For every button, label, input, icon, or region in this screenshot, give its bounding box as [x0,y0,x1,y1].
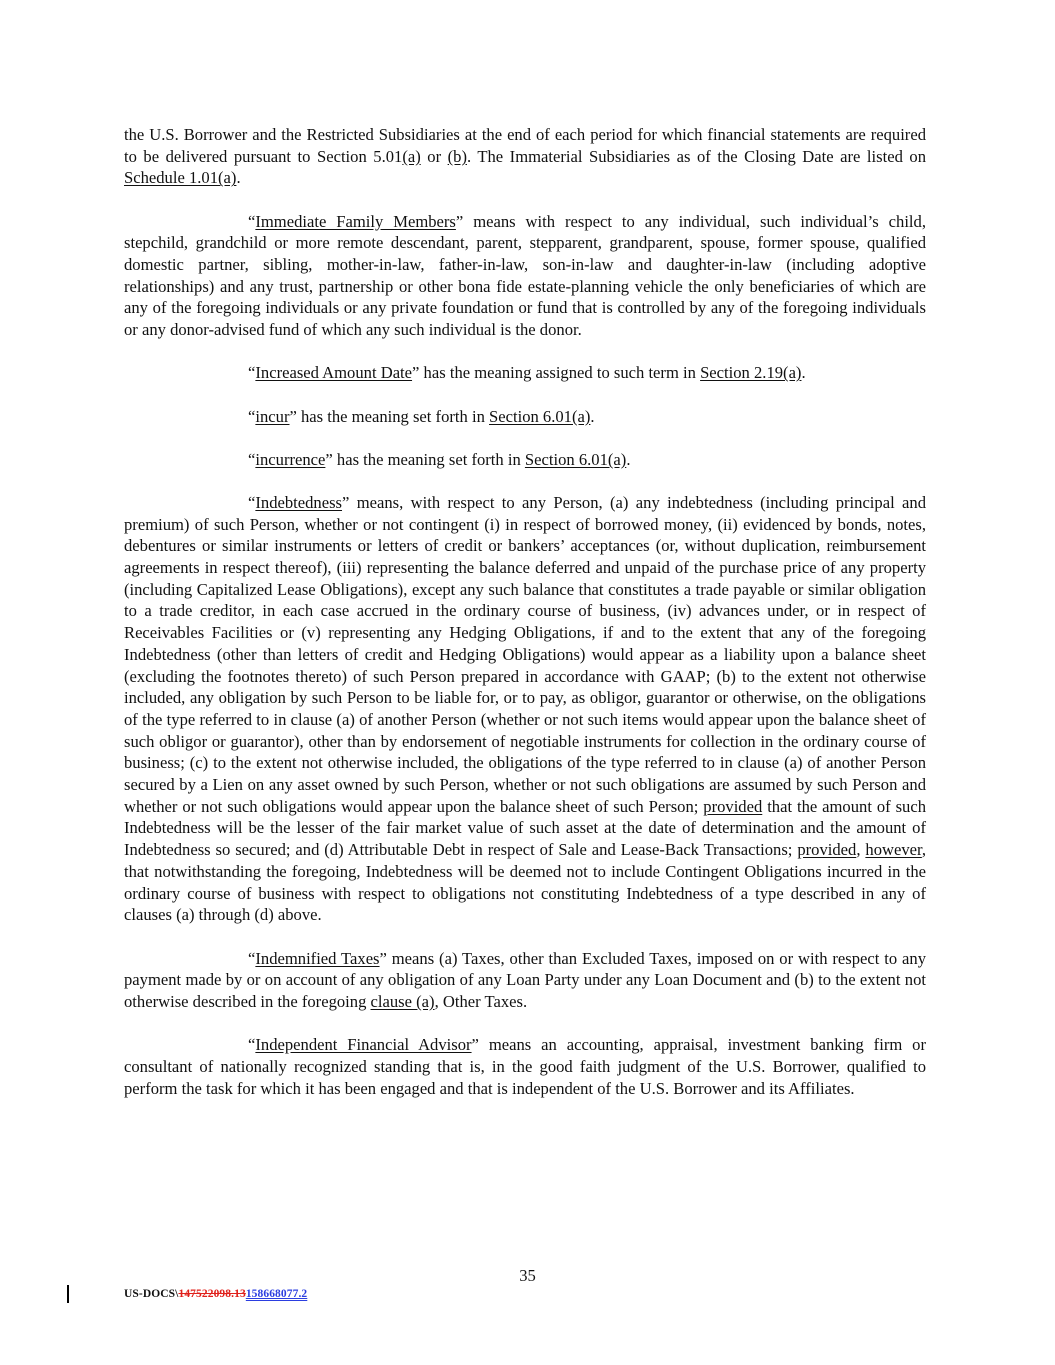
defined-term: Immediate Family Members [255,211,456,231]
text: . [236,168,241,188]
schedule-ref: Schedule 1.01(a) [124,168,237,188]
open-quote: “ [248,492,256,512]
section-ref-a: (a) [402,146,421,166]
however-term: however [865,840,922,860]
document-id-footer [124,1288,307,1300]
definition-text: ” has the meaning set forth in [289,406,490,426]
document-page [124,124,926,1121]
definition-text: ” means with respect to any individual, such individual’s child, stepchild, grandchild or more remote descendant, parent, stepparent, grandparent, spouse, former spouse, qualified domestic partner, sibling, mother-in-law, father-in-law, son-in-law and daughter-in-law (including adoptive relationships) and any trust, partnership or other bona fide estate-planning vehicle the only beneficiaries of which are any of the foregoing individuals or any private foundation or fund that is controlled by any of the foregoing individuals or any donor-advised fund of which any such individual is the donor. [124,211,926,340]
definition-immediate-family-members [124,211,926,341]
definition-incur [124,406,926,428]
provided-term: provided [703,796,763,816]
deleted-doc-number: 147522098.13 [178,1288,246,1300]
change-bar [67,1285,69,1303]
definition-increased-amount-date [124,362,926,384]
definition-indemnified-taxes [124,948,926,1013]
open-quote: “ [248,211,256,231]
definition-text: ” has the meaning set forth in [325,449,525,469]
defined-term: Increased Amount Date [255,363,413,383]
definition-text: ” means (a) Taxes, other than Excluded Taxes, imposed on or with respect to any payment made by or on account of any obligation of any Loan Party under any Loan Document and (b) to the extent not otherwise described in the foregoing [124,948,926,1011]
definition-incurrence [124,449,926,471]
open-quote: “ [248,1035,256,1055]
text: or [420,146,448,166]
definition-text: that the amount of such Indebtedness will be the lesser of the fair market value of such asset at the date of determination and the amount of Indebtedness so secured; and (d) Attributable Debt in respect of Sale and Lease-Back Transactions; [124,796,926,860]
defined-term: Indemnified Taxes [255,948,380,968]
definition-text: , that notwithstanding the foregoing, Indebtedness will be deemed not to include Contingent Obligations incurred in the ordinary course of business with respect to obligations not constituting Indebtedness of a type described in any of clauses (a) through (d) above. [124,840,927,925]
page-number: 35 [519,1266,536,1285]
section-ref: Section 6.01(a) [524,449,627,469]
text: . [590,406,595,426]
provided-term: provided [797,840,857,860]
defined-term: Indebtedness [255,492,343,512]
open-quote: “ [248,363,256,383]
definition-text: ” means, with respect to any Person, (a) any indebtedness (including principal and premium) of such Person, whether or not contingent (i) in respect of borrowed money, (ii) evidenced by bonds, notes, debentures or similar instruments or letters of credit or bankers’ acceptances (or, without duplication, reimbursement agreements in respect thereof), (iii) representing the balance deferred and unpaid of the purchase price of any property (including Capitalized Lease Obligations), except any such balance that constitutes a trade payable or similar obligation to a trade creditor, in each case accrued in the ordinary course of business, (iv) advances under, or in respect of Receivables Facilities or (v) representing any Hedging Obligations, if and to the extent that any of the foregoing Indebtedness (other than letters of credit and Hedging Obligations) would appear as a liability upon a balance sheet (excluding the footnotes thereto) of such Person prepared in accordance with GAAP; (b) to the extent not otherwise included, any obligation by such Person to be liable for, or to pay, as obligor, guarantor or otherwise, on the obligations of the type referred to in clause (a) of another Person (whether or not such items would appear upon the balance sheet of such obligor or guarantor), other than by endorsement of negotiable instruments for collection in the ordinary course of business; (c) to the extent not otherwise included, the obligations of the type referred to in clause (a) of another Person secured by a Lien on any asset owned by such Person, whether or not such obligations are assumed by such Person and whether or not such obligations would appear upon the balance sheet of such Person; [124,492,926,816]
inserted-doc-number: 158668077.2 [245,1288,308,1300]
clause-ref: clause (a) [370,991,435,1011]
paragraph-immaterial-subsidiaries [124,124,926,189]
definition-text: , Other Taxes. [434,991,528,1011]
text: the U.S. Borrower and the Restricted Subsidiaries at the end of each period for which financial statements are required to be delivered pursuant to Section 5.01 [124,125,926,166]
defined-term: incur [255,406,290,426]
definition-indebtedness [124,492,926,926]
text: . [626,449,631,469]
section-ref: Section 2.19(a) [700,363,802,383]
open-quote: “ [248,449,256,469]
section-ref-b: (b) [447,146,467,166]
definition-text: ” means an accounting, appraisal, investment banking firm or consultant of nationally recognized standing that is, in the good faith judgment of the U.S. Borrower, qualified to perform the task for which it has been engaged and that is independent of the U.S. Borrower and its Affiliates. [124,1035,926,1098]
definition-independent-financial-advisor [124,1034,926,1099]
open-quote: “ [248,406,256,426]
text: . The Immaterial Subsidiaries as of the Closing Date are listed on [466,146,926,166]
text: , [856,840,866,860]
definition-text: ” has the meaning assigned to such term in [412,363,701,383]
text: . [801,363,806,383]
doc-id-prefix: US-DOCS\ [124,1288,179,1300]
open-quote: “ [248,948,256,968]
section-ref: Section 6.01(a) [489,406,591,426]
defined-term: incurrence [255,449,326,469]
defined-term: Independent Financial Advisor [255,1035,472,1055]
